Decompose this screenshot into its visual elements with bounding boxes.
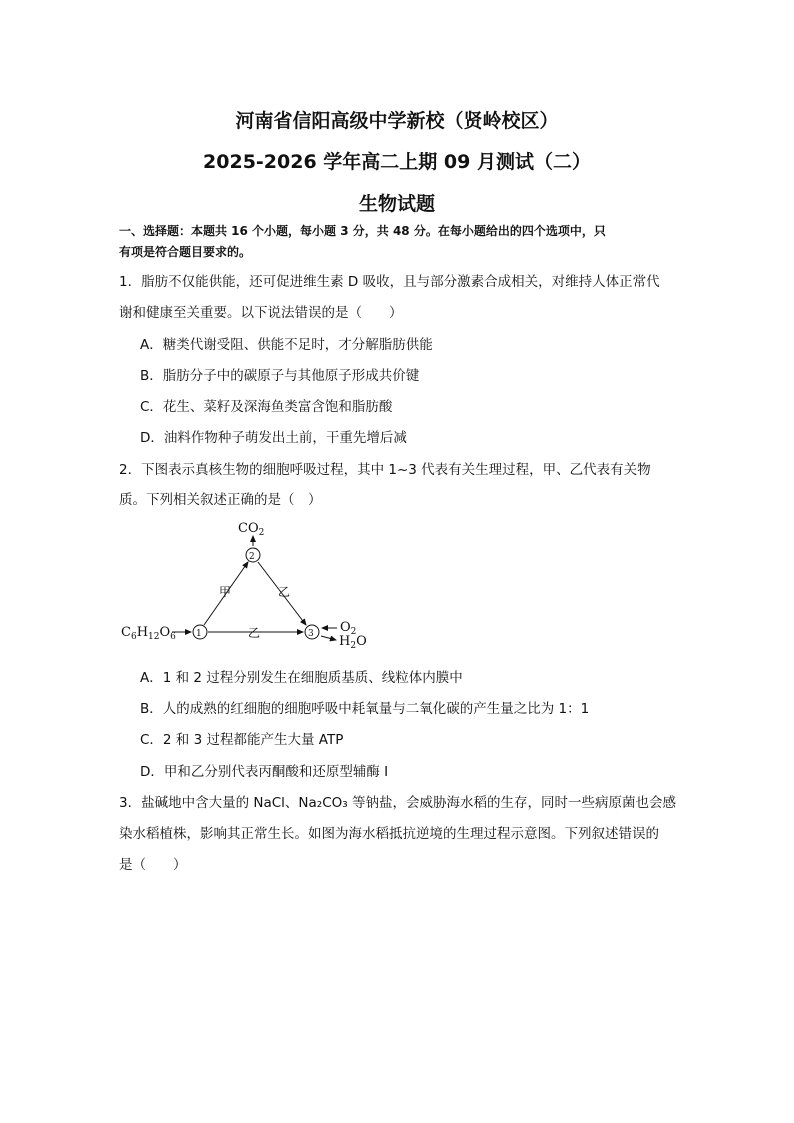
jia-label: 甲 (219, 585, 232, 599)
node-2-label: 2 (249, 552, 255, 562)
question-3-stem-line3: 是（ ） (119, 857, 187, 873)
exam-subtitle: 2025-2026 学年高二上期 09 月测试（二） (203, 151, 591, 173)
cell-respiration-diagram (118, 512, 378, 652)
question-2-option-d: D．甲和乙分别代表丙酮酸和还原型辅酶 I (140, 764, 389, 780)
question-2-stem-line2: 质。下列相关叙述正确的是（ ） (119, 492, 322, 508)
h2o-label: $H_2O$ (339, 634, 367, 651)
question-2-option-b: B．人的成熟的红细胞的细胞呼吸中耗氧量与二氧化碳的产生量之比为 1：1 (140, 701, 590, 717)
glucose-label: $C_6H_{12}O_6$ (121, 625, 176, 642)
yi-bottom-label: 乙 (248, 626, 261, 640)
node-3-label: 3 (308, 629, 314, 639)
node-1-label: 1 (196, 629, 202, 639)
arrow-3-to-h2o (321, 636, 336, 640)
question-2-option-a: A．1 和 2 过程分别发生在细胞质基质、线粒体内膜中 (140, 670, 463, 686)
question-2-option-c: C．2 和 3 过程都能产生大量 ATP (140, 732, 344, 748)
yi-top-label: 乙 (278, 585, 291, 599)
question-1-option-b: B．脂肪分子中的碳原子与其他原子形成共价键 (140, 368, 420, 384)
question-2-stem-line1: 2．下图表示真核生物的细胞呼吸过程，其中 1~3 代表有关生理过程，甲、乙代表有关物 (119, 462, 651, 478)
question-1-stem-line1: 1．脂肪不仅能供能，还可促进维生素 D 吸收，且与部分激素合成相关，对维持人体正常代 (119, 274, 660, 290)
question-1-option-d: D．油料作物种子萌发出土前，干重先增后减 (140, 430, 407, 446)
section-instruction-line1: 一、选择题：本题共 16 个小题，每小题 3 分，共 48 分。在每小题给出的四个选项中，只 (119, 224, 606, 238)
section-instruction-line2: 有项是符合题目要求的。 (119, 245, 252, 259)
co2-label: $CO_2$ (238, 521, 265, 538)
question-1-stem-line2: 谢和健康至关重要。以下说法错误的是（ ） (119, 305, 403, 321)
question-3-stem-line2: 染水稻植株，影响其正常生长。如图为海水稻抵抗逆境的生理过程示意图。下列叙述错误的 (119, 826, 659, 842)
subject-title: 生物试题 (358, 193, 435, 215)
o2-label: $O_2$ (340, 620, 357, 637)
question-1-option-a: A．糖类代谢受阻、供能不足时，才分解脂肪供能 (140, 337, 433, 353)
question-1-option-c: C．花生、菜籽及深海鱼类富含饱和脂肪酸 (140, 399, 393, 415)
question-3-stem-line1: 3．盐碱地中含大量的 NaCl、Na₂CO₃ 等钠盐，会威胁海水稻的生存，同时一些病原菌也会感 (119, 795, 676, 811)
page-title: 河南省信阳高级中学新校（贤岭校区） (235, 110, 559, 132)
